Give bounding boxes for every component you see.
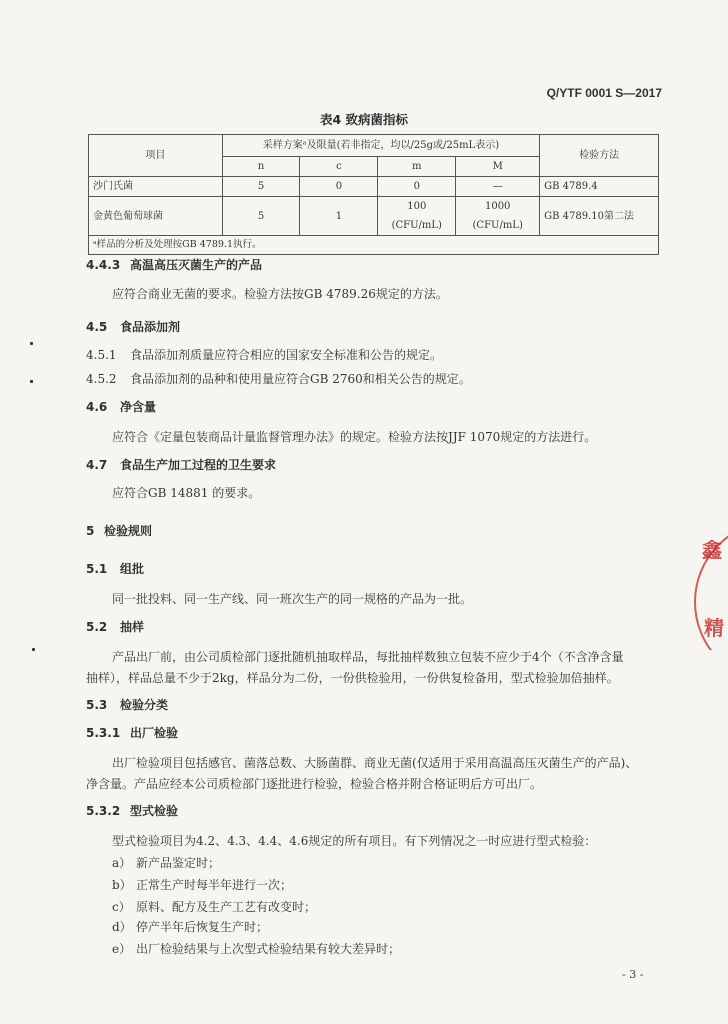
company-seal bbox=[680, 520, 728, 650]
paragraph-4-7: 应符合GB 14881 的要求。 bbox=[112, 486, 261, 500]
sub-header-n: n bbox=[222, 157, 300, 177]
paragraph-5-1: 同一批投料、同一生产线、同一班次生产的同一规格的产品为一批。 bbox=[112, 592, 473, 606]
table-row bbox=[89, 177, 659, 197]
col-header-plan: 采样方案ᵃ及限量(若非指定，均以/25g或/25mL表示) bbox=[222, 135, 539, 157]
standard-number: Q/YTF 0001 S—2017 bbox=[546, 86, 662, 100]
cell-c: 1 bbox=[300, 197, 378, 236]
cell-M: 1000 (CFU/mL) bbox=[456, 197, 540, 236]
page-number: - 3 - bbox=[622, 968, 644, 981]
paragraph-5-2-line1: 产品出厂前，由公司质检部门逐批随机抽取样品，每批抽样数独立包装不应少于4个（不含净含量 bbox=[112, 650, 624, 664]
heading-5-2: 5.2 抽样 bbox=[86, 620, 145, 634]
heading-5-3: 5.3 检验分类 bbox=[86, 698, 169, 712]
pathogen-table bbox=[88, 134, 659, 255]
seal-char: 精 bbox=[704, 616, 724, 640]
table-footnote: ᵃ样品的分析及处理按GB 4789.1执行。 bbox=[89, 236, 659, 255]
heading-5: 5 检验规则 bbox=[86, 524, 153, 538]
seal-char: 鑫 bbox=[702, 538, 722, 562]
heading-4-4-3: 4.4.3 高温高压灭菌生产的产品 bbox=[86, 258, 263, 272]
heading-4-6: 4.6 净含量 bbox=[86, 400, 157, 414]
paragraph-5-3-1-line2: 净含量。产品应经本公司质检部门逐批进行检验，检验合格并附合格证明后方可出厂。 bbox=[86, 777, 543, 791]
list-item: b） 正常生产时每半年进行一次； bbox=[112, 878, 293, 892]
cell-M: — bbox=[456, 177, 540, 197]
paragraph-5-3-2: 型式检验项目为4.2、4.3、4.4、4.6规定的所有项目。有下列情况之一时应进行型式检验： bbox=[112, 834, 597, 848]
heading-5-3-1: 5.3.1 出厂检验 bbox=[86, 726, 179, 740]
heading-5-3-2: 5.3.2 型式检验 bbox=[86, 804, 179, 818]
sub-header-c: c bbox=[300, 157, 378, 177]
paragraph-5-2-line2: 抽样），样品总量不少于2kg，样品分为二份，一份供检验用，一份供复检备用，型式检验加倍抽样。 bbox=[86, 671, 619, 685]
cell-n: 5 bbox=[222, 177, 300, 197]
list-item: d） 停产半年后恢复生产时； bbox=[112, 920, 269, 934]
scan-mark bbox=[30, 380, 33, 383]
cell-m: 100 (CFU/mL) bbox=[378, 197, 456, 236]
paragraph-4-6: 应符合《定量包装商品计量监督管理办法》的规定。检验方法按JJF 1070规定的方法进行。 bbox=[112, 430, 597, 444]
clause-4-5-2: 4.5.2 食品添加剂的品种和使用量应符合GB 2760和相关公告的规定。 bbox=[86, 372, 471, 386]
table-row bbox=[89, 197, 659, 236]
cell-method: GB 4789.10第二法 bbox=[540, 197, 659, 236]
scan-mark bbox=[32, 648, 35, 651]
col-header-item: 项目 bbox=[89, 135, 223, 177]
table-title: 表4 致病菌指标 bbox=[319, 112, 409, 127]
cell-c: 0 bbox=[300, 177, 378, 197]
sub-header-M: M bbox=[456, 157, 540, 177]
heading-4-7: 4.7 食品生产加工过程的卫生要求 bbox=[86, 458, 277, 472]
cell-n: 5 bbox=[222, 197, 300, 236]
scan-mark bbox=[30, 342, 33, 345]
paragraph-4-4-3: 应符合商业无菌的要求。检验方法按GB 4789.26规定的方法。 bbox=[112, 287, 448, 301]
list-item: c） 原料、配方及生产工艺有改变时； bbox=[112, 900, 317, 914]
list-item: a） 新产品鉴定时； bbox=[112, 856, 221, 870]
list-item: e） 出厂检验结果与上次型式检验结果有较大差异时； bbox=[112, 942, 401, 956]
cell-item: 沙门氏菌 bbox=[89, 177, 223, 197]
paragraph-5-3-1-line1: 出厂检验项目包括感官、菌落总数、大肠菌群、商业无菌(仅适用于采用高温高压灭菌生产的产品)、 bbox=[112, 756, 638, 770]
cell-m: 0 bbox=[378, 177, 456, 197]
cell-method: GB 4789.4 bbox=[540, 177, 659, 197]
heading-5-1: 5.1 组批 bbox=[86, 562, 145, 576]
heading-4-5: 4.5 食品添加剂 bbox=[86, 320, 181, 334]
clause-4-5-1: 4.5.1 食品添加剂质量应符合相应的国家安全标准和公告的规定。 bbox=[86, 348, 443, 362]
sub-header-m: m bbox=[378, 157, 456, 177]
cell-item: 金黄色葡萄球菌 bbox=[89, 197, 223, 236]
col-header-method: 检验方法 bbox=[540, 135, 659, 177]
